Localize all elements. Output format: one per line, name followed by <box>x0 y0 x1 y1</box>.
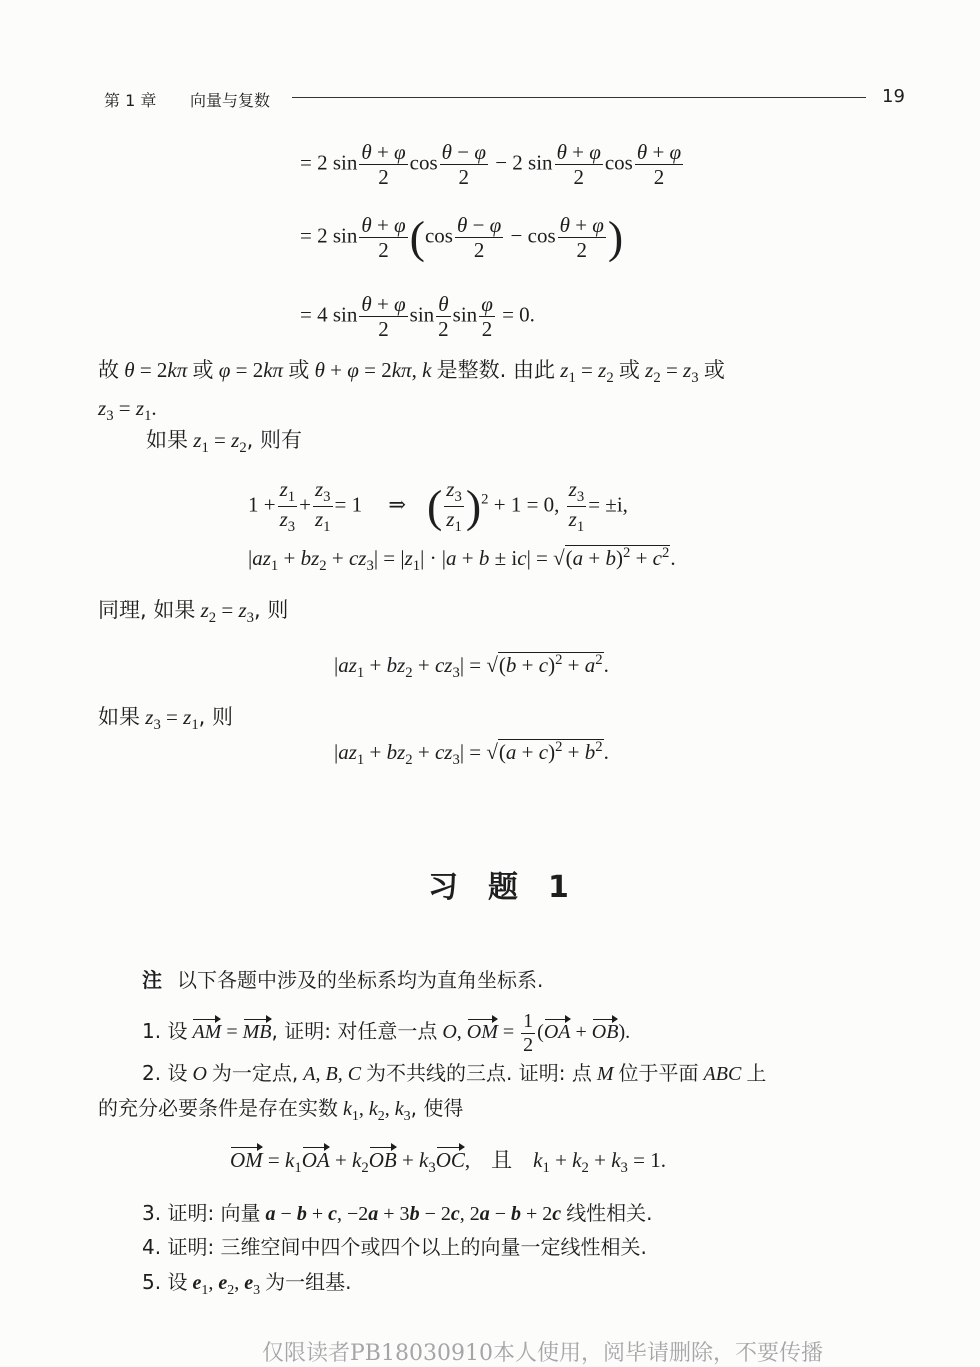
exercise-2-line-2: 的充分必要条件是存在实数 $k_1$, $k_2$, $k_3$, 使得 <box>98 1096 464 1124</box>
watermark: 仅限读者PB18030910本人使用，阅毕请删除，不要传播 <box>262 1341 823 1366</box>
section-title: 向量与复数 <box>190 91 271 110</box>
case2-line: 同理, 如果 $z_2 = z_3$, 则 <box>98 598 289 627</box>
case1-equation-1: 1 + $\frac{z_1}{z_3}$ + $\frac{z_3}{z_1}$ = 1 ⇒ ( $\frac{z_3}{z_1}$ )$^2$ + 1 = 0, $\frac{z_3}{z_1}$ = ±i, <box>248 477 628 536</box>
condition-line-1: 故 θ = 2kπ 或 φ = 2kπ 或 θ + φ = 2kπ, k 是整数. 由此 $z_1 = z_2$ 或 $z_2 = z_3$ 或 <box>98 358 725 387</box>
exercise-3: 3. 证明: 向量 a − b + c, −2a + 3b − 2c, 2a − b + 2c 线性相关. <box>142 1201 653 1225</box>
case1-line: 如果 $z_1 = z_2$, 则有 <box>146 428 303 457</box>
exercise-1: 1. 设 AM = MB, 证明: 对任意一点 O, OM = $\frac{1}{2}$ (OA + OB). <box>142 1010 631 1056</box>
equation-line-1: = 2 sin $\frac{\theta + \varphi}{2}$ cos $\frac{\theta - \varphi}{2}$ − 2 sin $\frac{\theta + \varphi}{2}$ cos $\frac{\theta + \varphi}{2}$ <box>300 140 682 190</box>
case3-line: 如果 $z_3 = z_1$, 则 <box>98 705 234 734</box>
note-line: 注 以下各题中涉及的坐标系均为直角坐标系. <box>142 968 544 992</box>
exercise-2-line-1: 2. 设 O 为一定点, A, B, C 为不共线的三点. 证明: 点 M 位于平面 ABC 上 <box>142 1061 767 1085</box>
header-rule <box>292 97 866 98</box>
equation-line-3: = 4 sin $\frac{\theta + \varphi}{2}$ sin $\frac{\theta}{2}$ sin $\frac{\varphi}{2}$ = 0. <box>300 292 535 342</box>
case1-equation-2: $|az_1 + bz_2 + cz_3| = |z_1| \cdot |a + b \pm ic| = √(a + b)^2 + c^2$. <box>248 545 676 575</box>
exercise-2-equation: OM = $k_1OA + k_2OB + k_3OC$, 且 $k_1 + k_2 + k_3 = 1$. <box>230 1148 666 1177</box>
exercise-5: 5. 设 $e_1$, $e_2$, $e_3$ 为一组基. <box>142 1270 352 1298</box>
exercises-title: 习 题 1 <box>428 870 569 905</box>
condition-line-2: $z_3 = z_1$. <box>98 396 157 425</box>
case2-equation: $|az_1 + bz_2 + cz_3| = √(b + c)^2 + a^2$. <box>334 652 609 682</box>
page-number: 19 <box>882 86 905 107</box>
exercise-4: 4. 证明: 三维空间中四个或四个以上的向量一定线性相关. <box>142 1235 647 1259</box>
case3-equation: $|az_1 + bz_2 + cz_3| = √(a + c)^2 + b^2$. <box>334 739 609 769</box>
equation-line-2: = 2 sin $\frac{\theta + \varphi}{2}$ (cos $\frac{\theta - \varphi}{2}$ − cos $\frac{\theta + \varphi}{2}$ ) <box>300 211 624 263</box>
chapter-label: 第 1 章 <box>104 91 157 110</box>
